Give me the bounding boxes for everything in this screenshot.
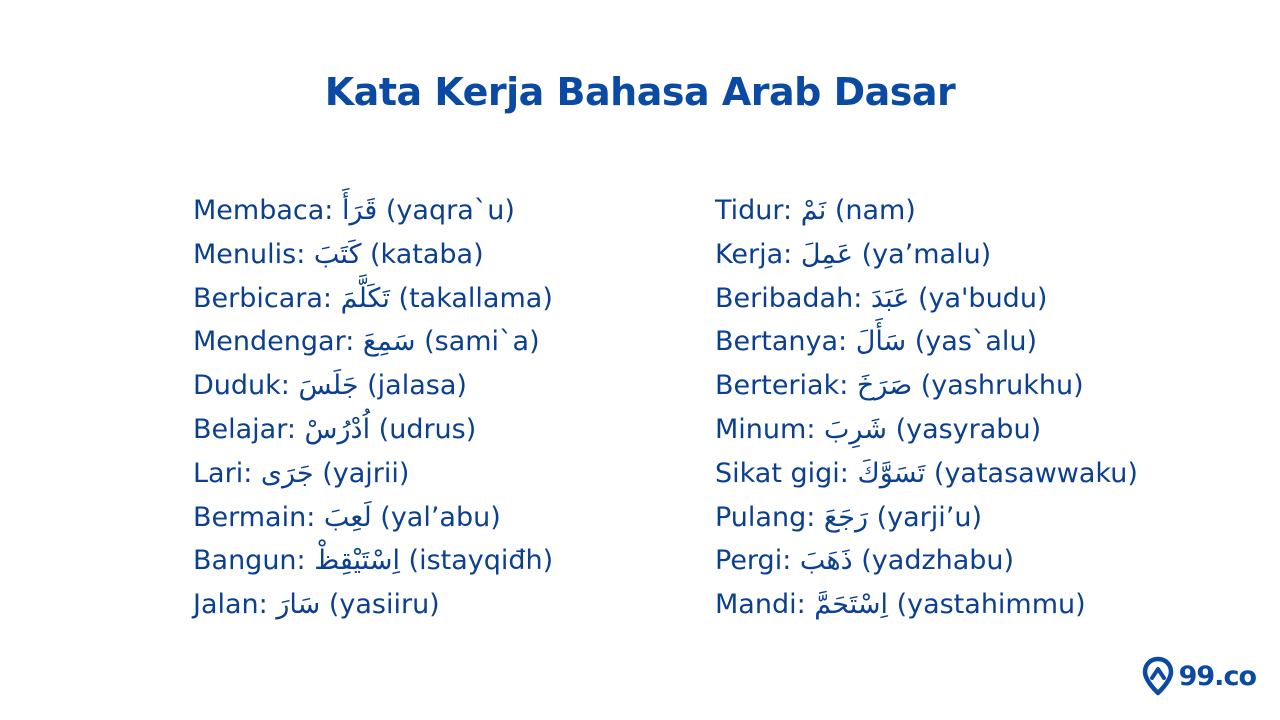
verb-row (715, 189, 1138, 233)
verb-transliteration: (sami`a) (424, 326, 540, 358)
verb-arabic: سَمِعَ (362, 326, 416, 358)
verb-arabic: شَرِبَ (824, 413, 887, 445)
verb-row (193, 583, 553, 627)
verb-transliteration: (udrus) (378, 413, 477, 445)
verb-row (715, 233, 1138, 277)
verb-latin: Berteriak: (715, 370, 849, 402)
verb-row (715, 364, 1138, 408)
verb-arabic: تَكَلَّمَ (340, 282, 390, 314)
verb-list-left (193, 189, 553, 627)
verb-transliteration: (istayqiđh) (408, 545, 554, 577)
verb-arabic: كَتَبَ (313, 238, 362, 270)
verb-arabic: ذَهَبَ (799, 545, 853, 577)
verb-latin: Sikat gigi: (715, 457, 849, 489)
verb-row (715, 583, 1138, 627)
verb-transliteration: (ya’malu) (861, 238, 992, 270)
verb-transliteration: (yas`alu) (914, 326, 1038, 358)
verb-arabic: اُدْرُسْ (304, 413, 371, 445)
verb-transliteration: (yatasawwaku) (933, 457, 1138, 489)
verb-transliteration: (takallama) (398, 282, 553, 314)
verb-row (193, 496, 553, 540)
map-pin-logo-icon (1141, 656, 1175, 696)
verb-latin: Duduk: (193, 370, 290, 402)
verb-arabic: رَجَعَ (823, 501, 869, 533)
verb-row (715, 452, 1138, 496)
verb-arabic: اِسْتَحَمَّ (814, 589, 888, 621)
verb-latin: Pergi: (715, 545, 792, 577)
verb-latin: Pulang: (715, 501, 816, 533)
verb-latin: Tidur: (715, 195, 793, 226)
verb-latin: Menulis: (193, 238, 306, 270)
verb-row (193, 233, 553, 277)
verb-row (193, 539, 553, 583)
verb-transliteration: (yashrukhu) (920, 370, 1084, 402)
verb-transliteration: (yaqra`u) (385, 195, 515, 226)
verb-transliteration: (yadzhabu) (861, 545, 1015, 577)
verb-list-right (715, 189, 1138, 627)
verb-row (193, 320, 553, 364)
verb-latin: Lari: (193, 457, 253, 489)
verb-transliteration: (kataba) (370, 238, 484, 270)
verb-row (193, 189, 553, 233)
brand-logo-text: 99.co (1178, 660, 1256, 692)
brand-logo (1141, 654, 1256, 698)
verb-latin: Bertanya: (715, 326, 848, 358)
verb-transliteration: (yarji’u) (876, 501, 983, 533)
verb-latin: Bermain: (193, 501, 316, 533)
verb-latin: Minum: (715, 413, 816, 445)
verb-latin: Bangun: (193, 545, 306, 577)
verb-latin: Jalan: (193, 589, 268, 621)
verb-transliteration: (yal’abu) (380, 501, 501, 533)
verb-arabic: تَسَوَّكَ (857, 457, 926, 489)
verb-arabic: نَمْ (800, 195, 827, 226)
verb-transliteration: (yastahimmu) (896, 589, 1086, 621)
verb-row (715, 277, 1138, 321)
verb-arabic: سَارَ (276, 589, 321, 621)
verb-arabic: اِسْتَيْقِظْ (314, 545, 400, 577)
verb-row (193, 408, 553, 452)
verb-latin: Berbicara: (193, 282, 333, 314)
verb-arabic: صَرَخَ (856, 370, 913, 402)
verb-arabic: عَبَدَ (870, 282, 910, 314)
verb-row (715, 408, 1138, 452)
verb-transliteration: (ya'budu) (917, 282, 1048, 314)
verb-row (193, 364, 553, 408)
page-title: Kata Kerja Bahasa Arab Dasar (324, 70, 956, 114)
verb-latin: Beribadah: (715, 282, 863, 314)
verb-latin: Belajar: (193, 413, 296, 445)
verb-transliteration: (nam) (834, 195, 916, 226)
verb-latin: Kerja: (715, 238, 793, 270)
verb-arabic: قَرَأَ (341, 195, 378, 226)
verb-transliteration: (yasyrabu) (895, 413, 1042, 445)
verb-row (193, 277, 553, 321)
verb-arabic: جَرَى (260, 457, 314, 489)
verb-transliteration: (jalasa) (367, 370, 467, 402)
verb-latin: Membaca: (193, 195, 334, 226)
verb-arabic: عَمِلَ (800, 238, 853, 270)
verb-transliteration: (yasiiru) (328, 589, 440, 621)
verb-latin: Mendengar: (193, 326, 355, 358)
verb-arabic: سَأَلَ (855, 326, 907, 358)
verb-latin: Mandi: (715, 589, 806, 621)
verb-row (193, 452, 553, 496)
verb-transliteration: (yajrii) (322, 457, 410, 489)
verb-row (715, 496, 1138, 540)
verb-arabic: جَلَسَ (298, 370, 359, 402)
verb-row (715, 320, 1138, 364)
verb-arabic: لَعِبَ (323, 501, 372, 533)
verb-row (715, 539, 1138, 583)
